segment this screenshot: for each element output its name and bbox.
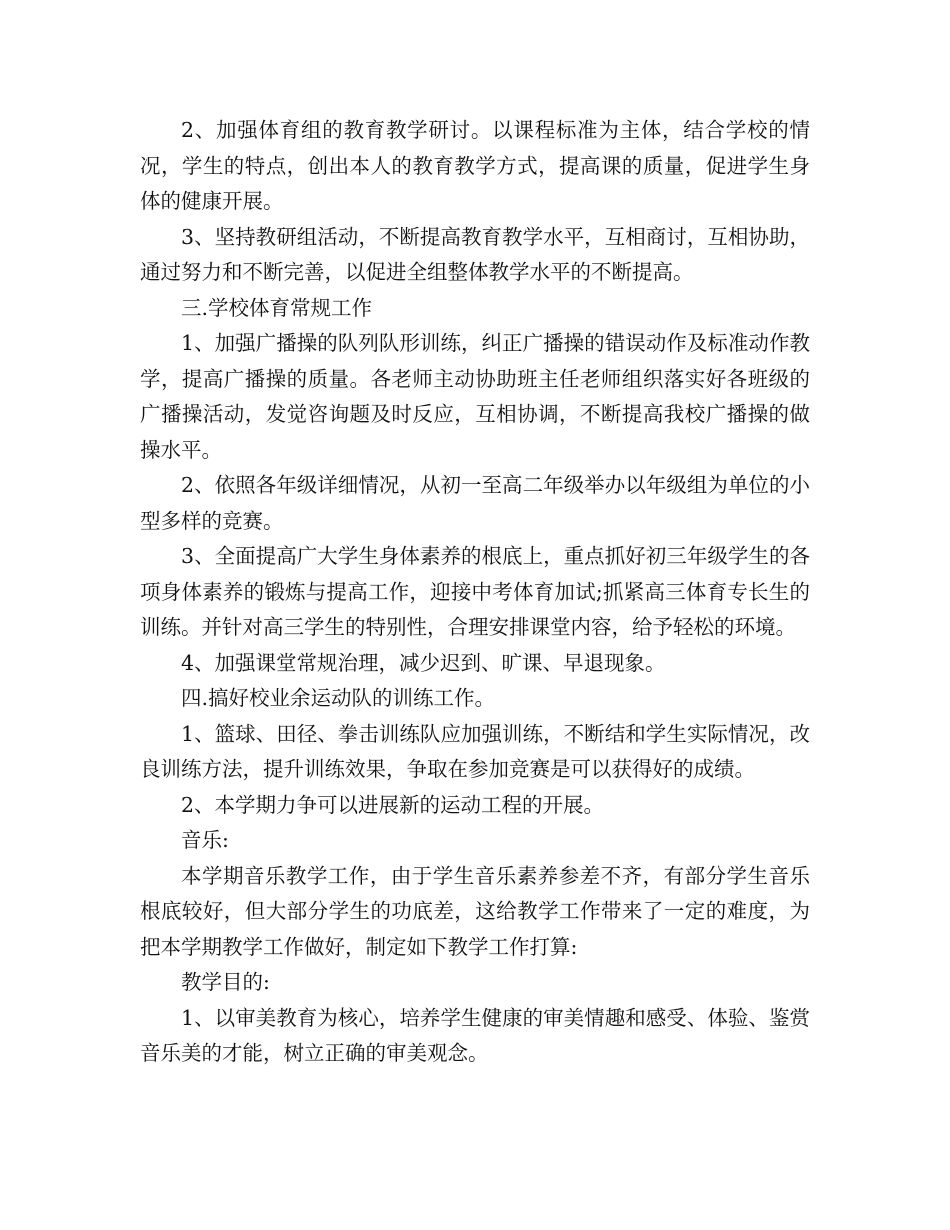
paragraph: 1、以审美教育为核心，培养学生健康的审美情趣和感受、体验、鉴赏音乐美的才能，树立正确的审美观念。: [140, 1005, 810, 1065]
paragraph: 1、加强广播操的队列队形训练，纠正广播操的错误动作及标准动作教学，提高广播操的质量。各老师主动协助班主任老师组织落实好各班级的广播操活动，发觉咨询题及时反应，互相协调，不断提高我校广播操的做操水平。: [140, 331, 810, 462]
section-heading: 三.学校体育常规工作: [181, 295, 373, 320]
paragraph: 2、加强体育组的教育教学研讨。以课程标准为主体，结合学校的情况，学生的特点，创出本人的教育教学方式，提高课的质量，促进学生身体的健康开展。: [140, 118, 810, 213]
paragraph: 2、本学期力争可以进展新的运动工程的开展。: [181, 792, 605, 817]
paragraph: 2、依照各年级详细情况，从初一至高二年级举办以年级组为单位的小型多样的竞赛。: [140, 473, 810, 533]
section-heading: 音乐:: [181, 828, 229, 852]
paragraph: 1、篮球、田径、拳击训练队应加强训练，不断结和学生实际情况，改良训练方法，提升训练效果，争取在参加竞赛是可以获得好的成绩。: [140, 721, 810, 781]
section-heading: 四.搞好校业余运动队的训练工作。: [181, 686, 496, 710]
paragraph: 4、加强课堂常规治理，减少迟到、旷课、早退现象。: [181, 650, 666, 675]
paragraph: 3、全面提高广大学生身体素养的根底上，重点抓好初三年级学生的各项身体素养的锻炼与提高工作，迎接中考体育加试;抓紧高三体育专长生的训练。并针对高三学生的特别性，合理安排课堂内容，给予轻松的环境。: [140, 544, 810, 639]
paragraph: 本学期音乐教学工作，由于学生音乐素养参差不齐，有部分学生音乐根底较好，但大部分学生的功底差，这给教学工作带来了一定的难度，为把本学期教学工作做好，制定如下教学工作打算:: [140, 863, 810, 959]
section-heading: 教学目的:: [181, 970, 270, 994]
document-page: [140, 113, 810, 1072]
paragraph: 3、坚持教研组活动，不断提高教育教学水平，互相商讨，互相协助，通过努力和不断完善，以促进全组整体教学水平的不断提高。: [140, 224, 810, 284]
